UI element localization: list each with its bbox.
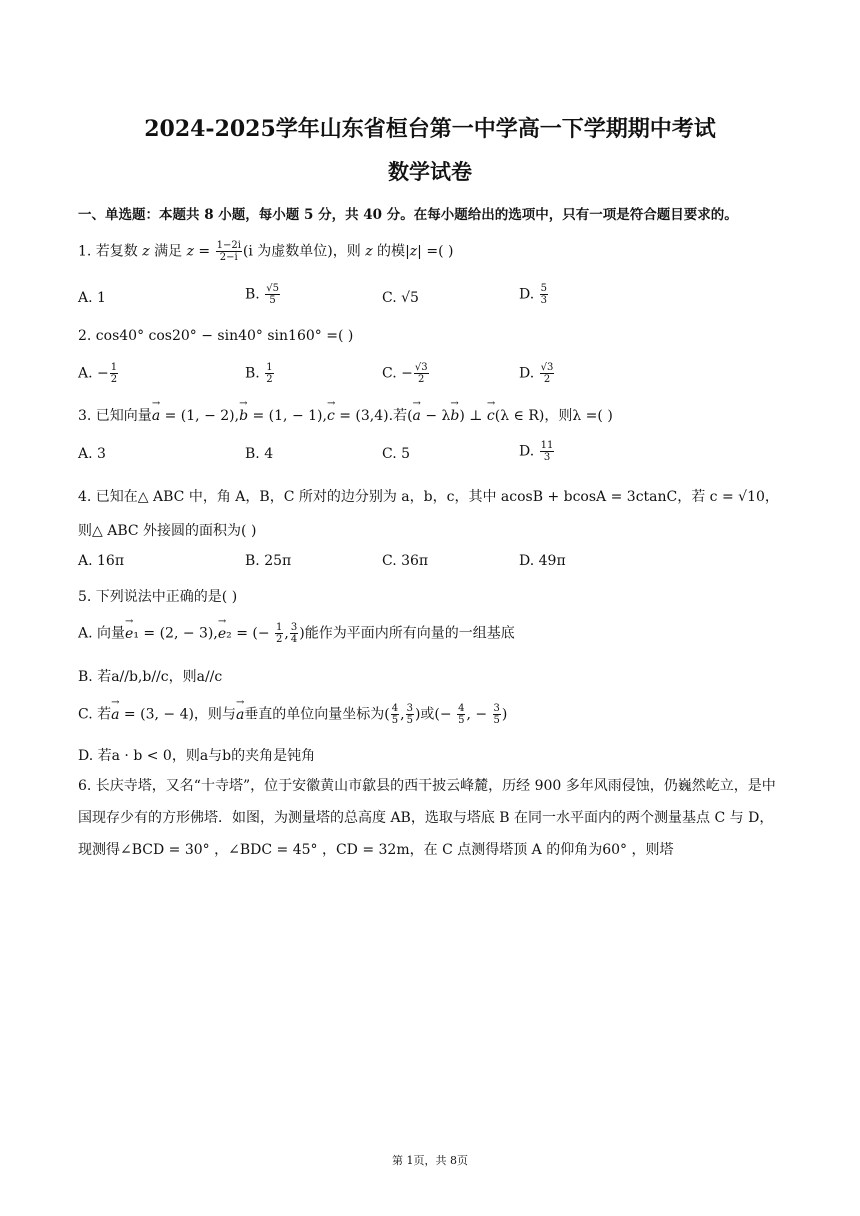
q2-option-d: D. $\frac{√3}{2}$ [519,362,554,385]
q2-option-c: C. − $\frac{√3}{2}$ [382,362,428,385]
q4-option-d: D. 49π [519,553,566,569]
question-1: 1. 若复数 z 满足 z = $\frac{1-2i}{2-i}$ (i 为虚数单位)，则 z 的模|z| =( ) [78,240,454,263]
question-4-line-2: 则△ ABC 外接圆的面积为( ) [78,523,257,539]
fraction: $\frac{1-2i}{2-i}$ [216,240,241,263]
question-3: 3. 已知向量→ a = (1, − 2),→ b = (1, − 1),→ c = (3,4).若(→ a − λ→ b) ⊥ → c(λ ∈ R)，则λ =( ) [78,405,613,425]
question-6: 6. 长庆寺塔，又名“十寺塔”，位于安徽黄山市歙县的西干披云峰麓，历经 900 多年风雨侵蚀，仍巍然屹立，是中国现存少有的方形佛塔．如图，为测量塔的总高度 AB，选取与塔底 B 在同一水平面内的两个测量基点 C 与 D，现测得∠BCD = 30° ，∠BDC = 45° ，CD = 32m，在 C 点测得塔顶 A 的仰角为60° ，则塔 [78,778,776,858]
q3-option-a: A. 3 [78,446,106,462]
q2-option-b: B. $\frac{1}{2}$ [245,362,273,385]
q4-option-a: A. 16π [78,553,125,569]
q1-option-d: D. $\frac{5}{3}$ [519,283,548,306]
q3-option-d: D. $\frac{11}{3}$ [519,440,554,463]
q4-option-c: C. 36π [382,553,429,569]
q2-option-a: A. − $\frac{1}{2}$ [78,362,118,385]
q5-option-b: B. 若a//b,b//c，则a//c [78,669,223,685]
question-2: 2. cos40° cos20° − sin40° sin160° =( ) [78,328,354,344]
q5-option-d: D. 若a · b < 0，则a与b的夹角是钝角 [78,748,316,764]
q1-option-c: C. √5 [382,290,419,306]
q5-option-c: C. 若→ a = (3, − 4)，则与→ a垂直的单位向量坐标为( $\frac{4}{5}$ , $\frac{3}{5}$ )或(− $\frac{4}{5}$ , − $\frac{3}{5}$ ) [78,703,507,726]
exam-title: 2024-2025学年山东省桓台第一中学高一下学期期中考试 [144,116,716,142]
q3-option-b: B. 4 [245,446,274,462]
question-4-line-1: 4. 已知在△ ABC 中，角 A，B，C 所对的边分别为 a，b，c，其中 acosB + bcosA = 3ctanC，若 c = √10， [78,489,779,505]
q4-option-b: B. 25π [245,553,292,569]
question-5: 5. 下列说法中正确的是( ) [78,589,238,605]
q3-option-c: C. 5 [382,446,411,462]
section-heading: 一、单选题：本题共 8 小题，每小题 5 分，共 40 分。在每小题给出的选项中，只有一项是符合题目要求的。 [78,207,738,223]
q1-option-a: A. 1 [78,290,106,306]
exam-subtitle: 数学试卷 [388,159,472,184]
q1-option-b: B. $\frac{√5}{5}$ [245,283,279,306]
q5-option-a: A. 向量→ e₁ = (2, − 3),→ e₂ = (− $\frac{1}{2}$ , $\frac{3}{4}$ )能作为平面内所有向量的一组基底 [78,622,515,645]
page-footer: 第 1页，共 8页 [392,1154,468,1167]
